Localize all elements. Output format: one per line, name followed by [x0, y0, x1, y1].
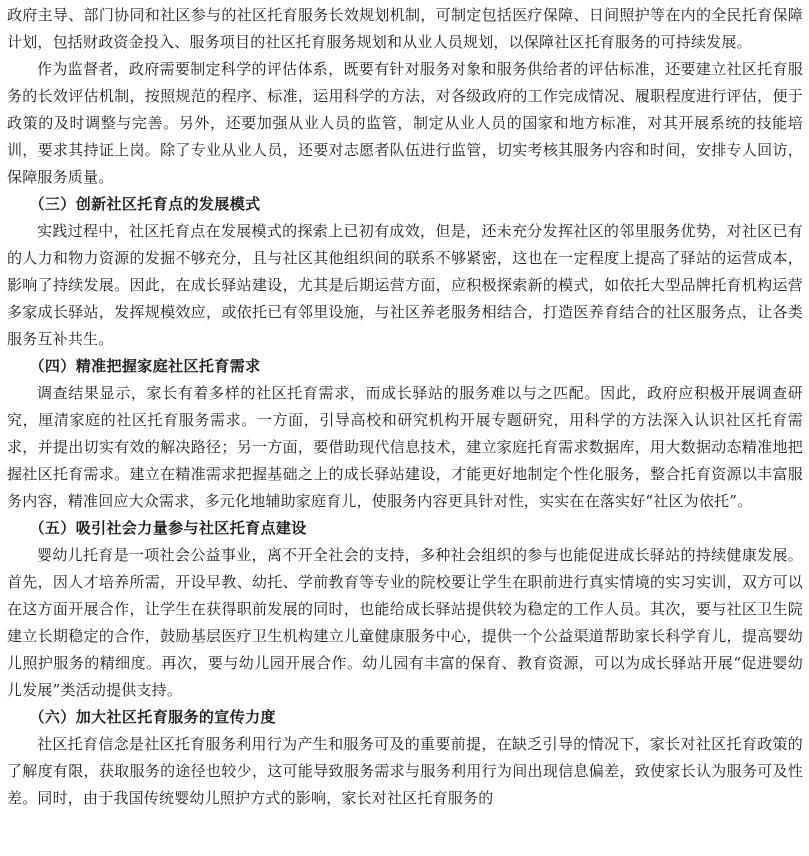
paragraph-planning-mechanism: 政府主导、部门协同和社区参与的社区托育服务长效规划机制，可制定包括医疗保障、日间照护等在内的全民托育保障计划，包括财政资金投入、服务项目的社区托育服务规划和从业人员规划，以保障社区托育服务的可持续发展。: [7, 6, 803, 51]
paragraph-supervision: 作为监督者，政府需要制定科学的评估体系，既要有针对服务对象和服务供给者的评估标准，还要建立社区托育服务的长效评估机制，按照规范的程序、标准，运用科学的方法，对各级政府的工作完成情况、履职程度进行评估，便于政策的及时调整与完善。另外，还要加强从业人员的监管，制定从业人员的国家和地方标准，对其开展系统的技能培训，要求其持证上岗。除了专业从业人员，还要对志愿者队伍进行监管，切实考核其服务内容和时间，安排专人回访，保障服务质量。: [7, 60, 803, 186]
section-heading-6: （六）加大社区托育服务的宣传力度: [29, 708, 276, 726]
paragraph-publicity: 社区托育信念是社区托育服务利用行为产生和服务可及的重要前提，在缺乏引导的情况下，家长对社区托育政策的了解度有限，获取服务的途径也较少，这可能导致服务需求与服务利用行为间出现信息偏差，致使家长认为服务可及性差。同时，由于我国传统婴幼儿照护方式的影响，家长对社区托育服务的: [7, 735, 803, 807]
section-heading-5: （五）吸引社会力量参与社区托育点建设: [29, 519, 307, 537]
paragraph-development-model: 实践过程中，社区托育点在发展模式的探索上已初有成效，但是，还未充分发挥社区的邻里服务优势，对社区已有的人力和物力资源的发掘不够充分，且与社区其他组织间的联系不够紧密，这也在一定程度上提高了驿站的运营成本，影响了持续发展。因此，在成长驿站建设，尤其是后期运营方面，应积极探索新的模式，如依托大型品牌托育机构运营多家成长驿站，发挥规模效应，或依托已有邻里设施，与社区养老服务相结合，打造医养育结合的社区服务点，让各类服务互补共生。: [7, 222, 803, 348]
paragraph-social-forces: 婴幼儿托育是一项社会公益事业，离不开全社会的支持，多种社会组织的参与也能促进成长驿站的持续健康发展。首先，因人才培养所需，开设早教、幼托、学前教育等专业的院校要让学生在职前进行真实情境的实习实训，双方可以在这方面开展合作，让学生在获得职前发展的同时，也能给成长驿站提供较为稳定的工作人员。其次，要与社区卫生院建立长期稳定的合作，鼓励基层医疗卫生机构建立儿童健康服务中心，提供一个公益渠道帮助家长科学育儿，提高婴幼儿照护服务的精细度。再次，要与幼儿园开展合作。幼儿园有丰富的保育、教育资源，可以为成长驿站开展“促进婴幼儿发展”类活动提供支持。: [7, 546, 803, 699]
paragraph-family-needs: 调查结果显示，家长有着多样的社区托育需求，而成长驿站的服务难以与之匹配。因此，政府应积极开展调查研究，厘清家庭的社区托育服务需求。一方面，引导高校和研究机构开展专题研究，用科学的方法深入认识社区托育需求，并提出切实有效的解决路径；另一方面，要借助现代信息技术，建立家庭托育需求数据库，用大数据动态精准地把握社区托育需求。建立在精准需求把握基础之上的成长驿站建设，才能更好地制定个性化服务，整合托育资源以丰富服务内容，精准回应大众需求，多元化地辅助家庭育儿，使服务内容更具针对性，实实在在落实好“社区为依托”。: [7, 384, 803, 510]
section-heading-3: （三）创新社区托育点的发展模式: [29, 195, 261, 213]
section-heading-4: （四）精准把握家庭社区托育需求: [29, 357, 261, 375]
